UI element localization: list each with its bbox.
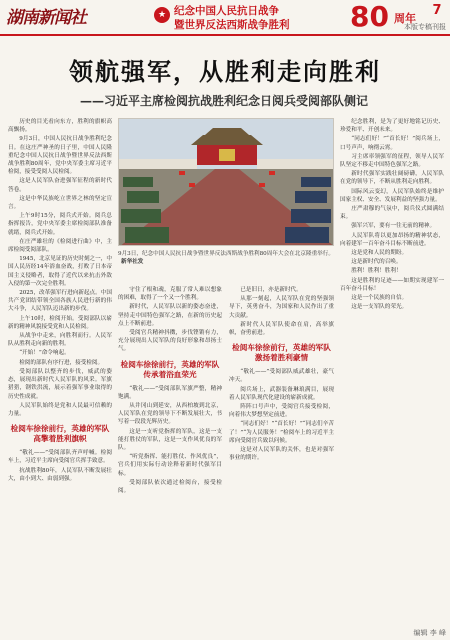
paragraph: 阵阵口号声中，受阅官兵接受检阅，向着伟大梦想坚定前进。 — [229, 404, 334, 419]
paragraph: 人民军队将以更加昂扬的精神状态，向着建军一百年奋斗目标不断前进。 — [340, 232, 444, 247]
caption-text: 9月3日，纪念中国人民抗日战争暨世界反法西斯战争胜利80周年大会在北京隆重举行。 — [118, 251, 334, 257]
anniversary-banner — [154, 3, 344, 33]
paragraph: 庄严肃穆的气氛中，阅兵仪式圆满结束。 — [340, 206, 444, 221]
paragraph: “开始！”命令响起。 — [19, 350, 70, 357]
article-column-1 — [8, 118, 112, 630]
paragraph: 守住了根和魂，克服了常人难以想象的困难，取得了一个又一个胜利。 — [118, 287, 222, 302]
section-heading-2: 检阅车徐徐前行，英雄的军队传承着浴血荣光 — [120, 359, 220, 379]
paragraph: “敬礼——”受阅部队威武雄壮，豪气冲天。 — [229, 369, 334, 384]
paragraph: 1945，北京见证的历史时刻之一，中国人民历经14年浴血奋战，打败了日本帝国主义侵略者，取得了近代以来抗击外敌入侵的第一次完全胜利。 — [8, 256, 112, 287]
paragraph: 2025，改革强军行进向新起点。中国共产党团结带领全国各族人民进行新的伟大斗争，人民军队迈出新的步伐。 — [8, 290, 112, 313]
paragraph: “听党指挥、能打胜仗、作风优良”，官兵们用实际行动诠释着新时代强军目标。 — [118, 454, 222, 477]
paragraph: 上午10时，检阅开始。受阅部队以崭新的精神风貌接受党和人民检阅。 — [8, 315, 112, 330]
paragraph: “敬礼——”受阅部队军旗严整，精神饱满。 — [118, 385, 222, 400]
paragraph: 检阅的部队有序行进，接受检阅。 — [19, 359, 104, 366]
article-column-3 — [229, 286, 334, 630]
parade-photo — [118, 118, 334, 246]
photo-caption — [118, 250, 334, 266]
paragraph: 国际风云变幻，人民军队始终是维护国家主权、安全、发展利益的坚强力量。 — [340, 188, 444, 203]
paragraph: 从那一刻起，人民军队在党的坚强领导下，英勇奋斗，为国家和人民作出了重大贡献。 — [229, 296, 334, 319]
paragraph: 上午9时15分，阅兵式开始。阅兵总指挥报告，党中央军委主席检阅部队准备就绪，阅兵式开始。 — [8, 213, 112, 236]
paragraph: 从井冈山到延安，从西柏坡到北京，人民军队在党的领导下不断发展壮大，书写着一段段光辉历史。 — [118, 403, 222, 426]
banner-number: 80 — [350, 0, 389, 33]
paragraph: 受阅部队依次通过检阅台，接受检阅。 — [118, 479, 222, 495]
section-heading-3: 检阅车徐徐前行，英雄的军队激扬着胜利豪情 — [232, 343, 331, 363]
paragraph: 抗战胜利80年，人民军队不断发展壮大，由小到大、由弱到强。 — [8, 467, 112, 482]
paragraph: 从战争中走来，向胜利而行。人民军队从胜利走向新的胜利。 — [8, 333, 112, 348]
paragraph: 历史的目光看向东方，胜利的旗帜高高飘扬。 — [8, 119, 112, 134]
paragraph: 这是对人民军队的关怀，也是对强军事业的期许。 — [229, 447, 334, 462]
paragraph: 受阅官兵精神抖擞，步伐铿锵有力，充分展现出人民军队的良好形象和昂扬士气。 — [118, 330, 222, 353]
parade-photo-illustration — [119, 119, 334, 246]
paragraph: “同志们好！”“首长好！”“同志们辛苦了！”“为人民服务！”检阅车上的习近平主席向受阅官兵致以问候。 — [229, 421, 334, 444]
headline: 领航强军，从胜利走向胜利 — [69, 58, 381, 86]
article-column-2 — [118, 286, 222, 630]
star-emblem-icon: ★ — [154, 7, 170, 23]
paragraph: 这是一个民族的自信。 — [351, 295, 408, 302]
paragraph: 在庄严雄壮的《检阅进行曲》中，主席检阅受阅部队。 — [8, 238, 112, 254]
article-column-4 — [340, 118, 444, 630]
paragraph: 这是新时代的召唤。 — [351, 259, 402, 266]
paragraph: 纪念胜利，是为了更好地铭记历史、珍爱和平、开创未来。 — [340, 119, 444, 134]
paragraph: 新时代，人民军队以新的姿态奋进，坚持走中国特色强军之路，在新的历史起点上不断前进。 — [118, 304, 222, 327]
banner-line-2: 暨世界反法西斯战争胜利 — [174, 19, 290, 31]
paragraph: 这是党和人民的期盼。 — [351, 250, 408, 257]
paragraph: 这是一支军队的荣光。 — [351, 304, 408, 311]
paragraph: 这是一支听党指挥的军队，这是一支能打胜仗的军队，这是一支作风优良的军队。 — [118, 428, 222, 452]
paragraph: 新时代强军实践壮阔磅礴，人民军队在党的领导下，不断从胜利走向胜利。 — [340, 171, 444, 186]
paragraph: 已是旧日，亦是新时代。 — [240, 287, 302, 293]
editor-credit: 编辑 李 峰 — [413, 629, 446, 637]
paragraph: 阅兵场上，武器装备琳琅满目，展现着人民军队现代化建设的崭新成就。 — [229, 386, 334, 401]
banner-suffix: 周年 — [394, 12, 416, 25]
paragraph: 习主席率领强军的征程，领导人民军队坚定不移走中国特色强军之路。 — [340, 153, 444, 169]
paragraph: 新时代人民军队使命在肩，高举旗帜，奋勇前进。 — [229, 321, 334, 337]
paragraph: 这是人民军队奋进强军征程的新时代答卷。 — [8, 178, 112, 193]
masthead — [0, 0, 450, 36]
paragraph: 人民军队始终是党和人民最可信赖的力量。 — [8, 402, 112, 417]
paragraph: 受阅部队以整齐的步伐，威武的姿态，展现出新时代人民军队的风采。军旗猎猎，钢铁洪流，展示着强军事业取得的历史性成就。 — [8, 368, 112, 400]
paragraph: 9月3日，中国人民抗日战争胜利纪念日。在这庄严神圣的日子里，中国人民隆重纪念中国人民抗日战争暨世界反法西斯战争胜利80周年，党中央军委主席习近平检阅，接受受阅人民检阅。 — [8, 136, 112, 176]
subheadline: ——习近平主席检阅抗战胜利纪念日阅兵受阅部队侧记 — [80, 94, 369, 108]
photo-credit: 新华社发 — [121, 259, 144, 265]
paragraph: 这是胜利的足迹——如期实现建军一百年奋斗目标！ — [340, 277, 444, 292]
section-label: 本版专稿刊报 — [404, 23, 446, 31]
paragraph: 胜利！胜利！胜利！ — [351, 268, 402, 275]
paragraph: 这是中华民族屹立世界之林的坚定宣言。 — [8, 195, 112, 211]
paragraph: “同志们好！”“首长好！”阅兵场上，口号声声，响彻云霄。 — [340, 136, 444, 151]
paragraph: “敬礼——”受阅部队齐声呼喊。检阅车上，习近平主席向受阅官兵挥手致意。 — [8, 450, 112, 465]
section-heading-1: 检阅车徐徐前行，英雄的军队高擎着胜利旗帜 — [10, 424, 110, 444]
newspaper-logo: 湖南新闻社 — [6, 8, 86, 28]
banner-line-1: 纪念中国人民抗日战争 — [174, 5, 279, 17]
paragraph: 强军兴军，要有一往无前的精神。 — [351, 223, 436, 230]
page-number: 7 — [432, 3, 442, 18]
